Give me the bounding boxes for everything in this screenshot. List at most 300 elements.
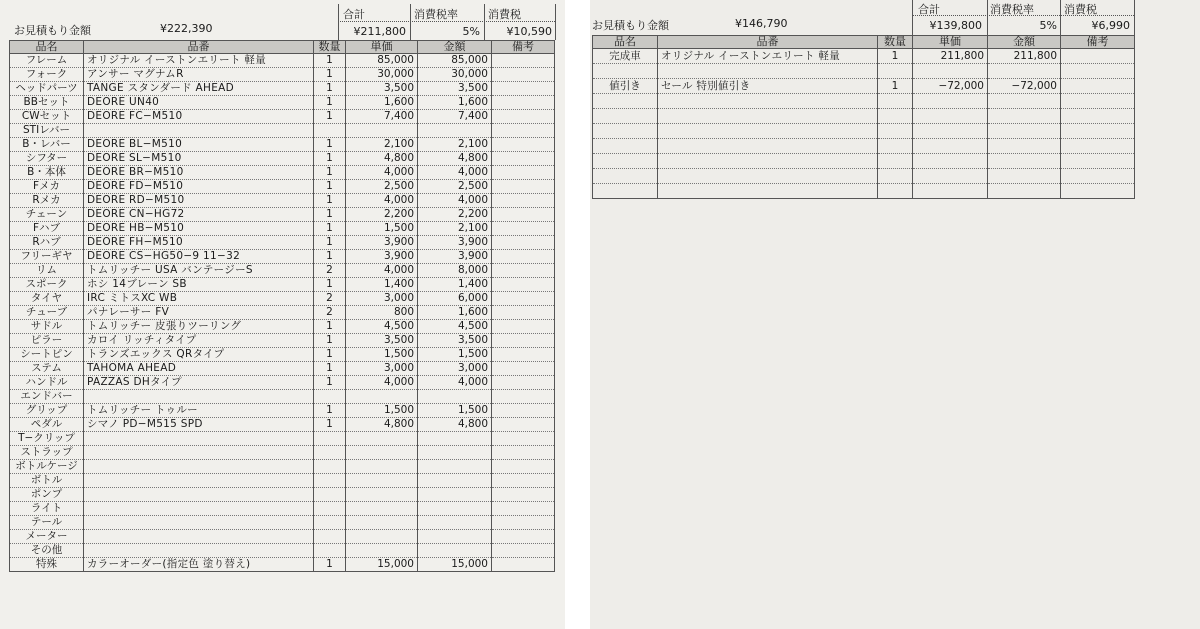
item-name-cell: Rメカ [10,194,84,208]
amount-cell: 3,500 [418,334,492,348]
table-row [10,390,555,404]
tax-value: ¥10,590 [506,25,552,38]
table-row [593,64,1135,79]
amount-cell [988,64,1061,79]
summary-divider [1134,0,1135,35]
table-row [10,180,555,194]
part-number-cell [84,488,314,502]
table-row [10,348,555,362]
quantity-cell: 1 [314,110,346,124]
part-number-cell: DEORE HB−M510 [84,222,314,236]
table-row [10,446,555,460]
summary-divider [987,0,988,35]
table-row [593,154,1135,169]
remarks-cell [1061,184,1135,199]
quantity-cell: 1 [314,558,346,572]
amount-cell: 4,000 [418,194,492,208]
quantity-cell: 1 [314,348,346,362]
estimate-amount: ¥146,790 [735,17,788,30]
quantity-cell [878,184,913,199]
amount-cell [418,124,492,138]
part-number-cell [84,516,314,530]
remarks-cell [492,264,555,278]
remarks-cell [492,292,555,306]
unit-price-cell [913,169,988,184]
unit-price-cell: 800 [346,306,418,320]
summary-divider [912,0,913,35]
part-number-cell: トムリッチー USA バンテージーS [84,264,314,278]
table-row [10,124,555,138]
col-header-qty: 数量 [878,36,913,49]
amount-cell: 3,900 [418,236,492,250]
unit-price-cell: 1,500 [346,404,418,418]
table-row [10,320,555,334]
col-header-remarks: 備考 [1061,36,1135,49]
table-row [10,404,555,418]
unit-price-cell: 3,000 [346,362,418,376]
amount-cell: 6,000 [418,292,492,306]
unit-price-cell: 1,600 [346,96,418,110]
remarks-cell [1061,49,1135,64]
amount-cell [988,154,1061,169]
unit-price-cell: 1,400 [346,278,418,292]
summary-divider [338,4,339,40]
quantity-cell [314,516,346,530]
table-row [10,236,555,250]
quantity-cell: 2 [314,292,346,306]
quantity-cell: 1 [314,96,346,110]
quantity-cell: 1 [314,138,346,152]
amount-cell: 4,800 [418,418,492,432]
remarks-cell [492,418,555,432]
col-header-amount: 金額 [418,41,492,54]
remarks-cell [1061,124,1135,139]
item-name-cell: ステム [10,362,84,376]
part-number-cell: DEORE CS−HG50−9 11−32 [84,250,314,264]
table-row [10,488,555,502]
table-row [10,516,555,530]
part-number-cell: トムリッチー トゥルー [84,404,314,418]
unit-price-cell [913,124,988,139]
unit-price-cell [346,432,418,446]
total-label: 合計 [343,8,365,21]
item-name-cell: Fメカ [10,180,84,194]
remarks-cell [492,404,555,418]
part-number-cell [84,390,314,404]
table-row [10,306,555,320]
remarks-cell [492,222,555,236]
item-name-cell: リム [10,264,84,278]
quantity-cell: 1 [878,49,913,64]
col-header-part: 品番 [658,36,878,49]
estimate-table-right [592,35,1135,199]
estimate-title: お見積もり金額 [592,19,669,32]
part-number-cell [84,544,314,558]
item-name-cell [593,124,658,139]
table-row [10,82,555,96]
summary-divider [484,4,485,40]
total-value: ¥211,800 [353,25,406,38]
part-number-cell [658,109,878,124]
item-name-cell: テール [10,516,84,530]
quantity-cell: 2 [314,264,346,278]
item-name-cell [593,139,658,154]
item-name-cell: ポンプ [10,488,84,502]
amount-cell: 3,900 [418,250,492,264]
quantity-cell: 1 [314,194,346,208]
table-row [10,54,555,68]
part-number-cell: カロイ リッチィタイプ [84,334,314,348]
amount-cell: 2,500 [418,180,492,194]
table-row [593,49,1135,64]
part-number-cell: トランズエックス QRタイプ [84,348,314,362]
unit-price-cell: 2,500 [346,180,418,194]
amount-cell [418,502,492,516]
unit-price-cell: 30,000 [346,68,418,82]
part-number-cell: DEORE CN−HG72 [84,208,314,222]
remarks-cell [1061,154,1135,169]
quantity-cell [878,139,913,154]
quantity-cell: 1 [314,180,346,194]
table-row [10,278,555,292]
item-name-cell: フォーク [10,68,84,82]
remarks-cell [492,124,555,138]
part-number-cell: DEORE BR−M510 [84,166,314,180]
col-header-qty: 数量 [314,41,346,54]
amount-cell: 1,600 [418,96,492,110]
unit-price-cell: 4,000 [346,166,418,180]
unit-price-cell [346,124,418,138]
remarks-cell [492,502,555,516]
unit-price-cell [913,154,988,169]
unit-price-cell [346,446,418,460]
amount-cell: 1,600 [418,306,492,320]
remarks-cell [492,362,555,376]
remarks-cell [492,516,555,530]
item-name-cell: ヘッドパーツ [10,82,84,96]
quantity-cell: 1 [314,222,346,236]
quantity-cell: 1 [314,166,346,180]
amount-cell: 8,000 [418,264,492,278]
quantity-cell [314,460,346,474]
unit-price-cell [346,390,418,404]
table-row [10,96,555,110]
part-number-cell [84,124,314,138]
item-name-cell: サドル [10,320,84,334]
part-number-cell: カラーオーダー(指定色 塗り替え) [84,558,314,572]
item-name-cell: 完成車 [593,49,658,64]
part-number-cell: DEORE BL−M510 [84,138,314,152]
item-name-cell: メーター [10,530,84,544]
part-number-cell: アンサー マグナムR [84,68,314,82]
amount-cell [988,109,1061,124]
part-number-cell [84,502,314,516]
unit-price-cell: 4,000 [346,194,418,208]
amount-cell: 2,100 [418,222,492,236]
item-name-cell: B・本体 [10,166,84,180]
amount-cell [418,446,492,460]
unit-price-cell [346,488,418,502]
item-name-cell: 特殊 [10,558,84,572]
unit-price-cell: 1,500 [346,222,418,236]
quantity-cell [878,64,913,79]
quantity-cell [314,488,346,502]
amount-cell: 85,000 [418,54,492,68]
part-number-cell: DEORE SL−M510 [84,152,314,166]
amount-cell: 2,100 [418,138,492,152]
part-number-cell: TAHOMA AHEAD [84,362,314,376]
remarks-cell [492,68,555,82]
part-number-cell [658,94,878,109]
amount-cell [418,390,492,404]
item-name-cell: B・レバー [10,138,84,152]
part-number-cell [658,154,878,169]
amount-cell [418,530,492,544]
amount-cell: 1,500 [418,404,492,418]
item-name-cell [593,64,658,79]
col-header-unit-price: 単価 [913,36,988,49]
tax-rate-value: 5% [462,25,480,38]
remarks-cell [492,54,555,68]
tax-label: 消費税 [1064,3,1097,16]
amount-cell [988,139,1061,154]
quantity-cell: 1 [314,54,346,68]
remarks-cell [492,278,555,292]
table-row [10,292,555,306]
tax-rate-value: 5% [1039,19,1057,32]
amount-cell [988,124,1061,139]
quantity-cell: 1 [314,334,346,348]
item-name-cell: ボトル [10,474,84,488]
remarks-cell [492,82,555,96]
amount-cell [418,516,492,530]
item-name-cell: ストラップ [10,446,84,460]
part-number-cell: トムリッチー 皮張りツーリング [84,320,314,334]
unit-price-cell: 3,900 [346,236,418,250]
unit-price-cell: 4,000 [346,264,418,278]
table-row [10,110,555,124]
amount-cell: 1,500 [418,348,492,362]
part-number-cell: セール 特別値引き [658,79,878,94]
quantity-cell [314,530,346,544]
part-number-cell: DEORE FH−M510 [84,236,314,250]
amount-cell: 2,200 [418,208,492,222]
total-label: 合計 [918,3,940,16]
table-row [10,544,555,558]
remarks-cell [492,306,555,320]
unit-price-cell: 85,000 [346,54,418,68]
table-row [593,184,1135,199]
item-name-cell: チューブ [10,306,84,320]
tax-rate-label: 消費税率 [414,8,458,21]
quantity-cell: 1 [314,236,346,250]
table-row [10,460,555,474]
table-row [593,139,1135,154]
table-row [10,502,555,516]
part-number-cell: オリジナル イーストンエリート 軽量 [84,54,314,68]
unit-price-cell [346,544,418,558]
part-number-cell: TANGE スタンダード AHEAD [84,82,314,96]
part-number-cell [658,64,878,79]
remarks-cell [1061,109,1135,124]
unit-price-cell [346,474,418,488]
remarks-cell [492,194,555,208]
remarks-cell [492,152,555,166]
part-number-cell: DEORE RD−M510 [84,194,314,208]
unit-price-cell: 2,200 [346,208,418,222]
unit-price-cell: 2,100 [346,138,418,152]
table-row [10,208,555,222]
amount-cell: 1,400 [418,278,492,292]
table-row [593,94,1135,109]
item-name-cell [593,154,658,169]
part-number-cell: DEORE FC−M510 [84,110,314,124]
part-number-cell: ホシ 14ブレーン SB [84,278,314,292]
remarks-cell [1061,169,1135,184]
amount-cell: 211,800 [988,49,1061,64]
quantity-cell [878,94,913,109]
remarks-cell [492,488,555,502]
part-number-cell: IRC ミトスXC WB [84,292,314,306]
amount-cell [418,488,492,502]
summary-divider [555,4,556,40]
remarks-cell [1061,64,1135,79]
col-header-amount: 金額 [988,36,1061,49]
quantity-cell [314,390,346,404]
amount-cell: −72,000 [988,79,1061,94]
item-name-cell: タイヤ [10,292,84,306]
item-name-cell: ボトルケージ [10,460,84,474]
item-name-cell: T−クリップ [10,432,84,446]
table-row [10,264,555,278]
unit-price-cell: 3,500 [346,334,418,348]
item-name-cell [593,184,658,199]
item-name-cell: ライト [10,502,84,516]
part-number-cell [658,169,878,184]
unit-price-cell [346,460,418,474]
remarks-cell [492,348,555,362]
remarks-cell [1061,94,1135,109]
unit-price-cell: 3,900 [346,250,418,264]
remarks-cell [492,110,555,124]
remarks-cell [492,530,555,544]
amount-cell: 7,400 [418,110,492,124]
quantity-cell [314,502,346,516]
unit-price-cell: 4,500 [346,320,418,334]
quantity-cell: 1 [314,208,346,222]
quantity-cell [878,154,913,169]
amount-cell: 15,000 [418,558,492,572]
item-name-cell [593,109,658,124]
unit-price-cell [346,502,418,516]
item-name-cell: ペダル [10,418,84,432]
amount-cell [988,169,1061,184]
col-header-name: 品名 [593,36,658,49]
table-row [10,222,555,236]
remarks-cell [492,390,555,404]
remarks-cell [492,250,555,264]
quantity-cell [314,446,346,460]
table-row [10,418,555,432]
quantity-cell [314,544,346,558]
part-number-cell [658,184,878,199]
table-row [10,250,555,264]
table-row [10,194,555,208]
tax-label: 消費税 [488,8,521,21]
total-value: ¥139,800 [929,19,982,32]
unit-price-cell: 7,400 [346,110,418,124]
table-row [593,109,1135,124]
col-header-part: 品番 [84,41,314,54]
amount-cell: 4,500 [418,320,492,334]
quantity-cell: 1 [878,79,913,94]
part-number-cell: DEORE FD−M510 [84,180,314,194]
amount-cell: 3,500 [418,82,492,96]
part-number-cell: パナレーサー FV [84,306,314,320]
quantity-cell [878,109,913,124]
part-number-cell [84,432,314,446]
amount-cell [988,184,1061,199]
table-row [10,432,555,446]
item-name-cell: 値引き [593,79,658,94]
unit-price-cell: 3,000 [346,292,418,306]
quantity-cell: 1 [314,320,346,334]
item-name-cell: その他 [10,544,84,558]
part-number-cell: オリジナル イーストンエリート 軽量 [658,49,878,64]
quantity-cell: 1 [314,82,346,96]
quantity-cell [314,474,346,488]
quantity-cell: 1 [314,418,346,432]
summary-divider [410,4,411,40]
item-name-cell: Fハブ [10,222,84,236]
unit-price-cell [346,516,418,530]
col-header-name: 品名 [10,41,84,54]
amount-cell [988,94,1061,109]
amount-cell [418,474,492,488]
part-number-cell [658,124,878,139]
remarks-cell [492,236,555,250]
table-row [10,362,555,376]
unit-price-cell [913,64,988,79]
remarks-cell [492,474,555,488]
amount-cell: 30,000 [418,68,492,82]
remarks-cell [1061,139,1135,154]
part-number-cell [84,530,314,544]
item-name-cell [593,169,658,184]
quantity-cell: 2 [314,306,346,320]
remarks-cell [492,376,555,390]
amount-cell [418,460,492,474]
item-name-cell: シフター [10,152,84,166]
part-number-cell: PAZZAS DHタイプ [84,376,314,390]
summary-divider [1060,0,1061,35]
remarks-cell [492,432,555,446]
quantity-cell: 1 [314,250,346,264]
amount-cell: 4,800 [418,152,492,166]
item-name-cell: グリップ [10,404,84,418]
part-number-cell [84,460,314,474]
table-row [10,530,555,544]
estimate-title: お見積もり金額 [14,24,91,37]
table-row [10,474,555,488]
table-row [10,166,555,180]
item-name-cell: Rハブ [10,236,84,250]
unit-price-cell: 4,800 [346,152,418,166]
remarks-cell [492,446,555,460]
quantity-cell: 1 [314,278,346,292]
unit-price-cell: −72,000 [913,79,988,94]
remarks-cell [492,138,555,152]
